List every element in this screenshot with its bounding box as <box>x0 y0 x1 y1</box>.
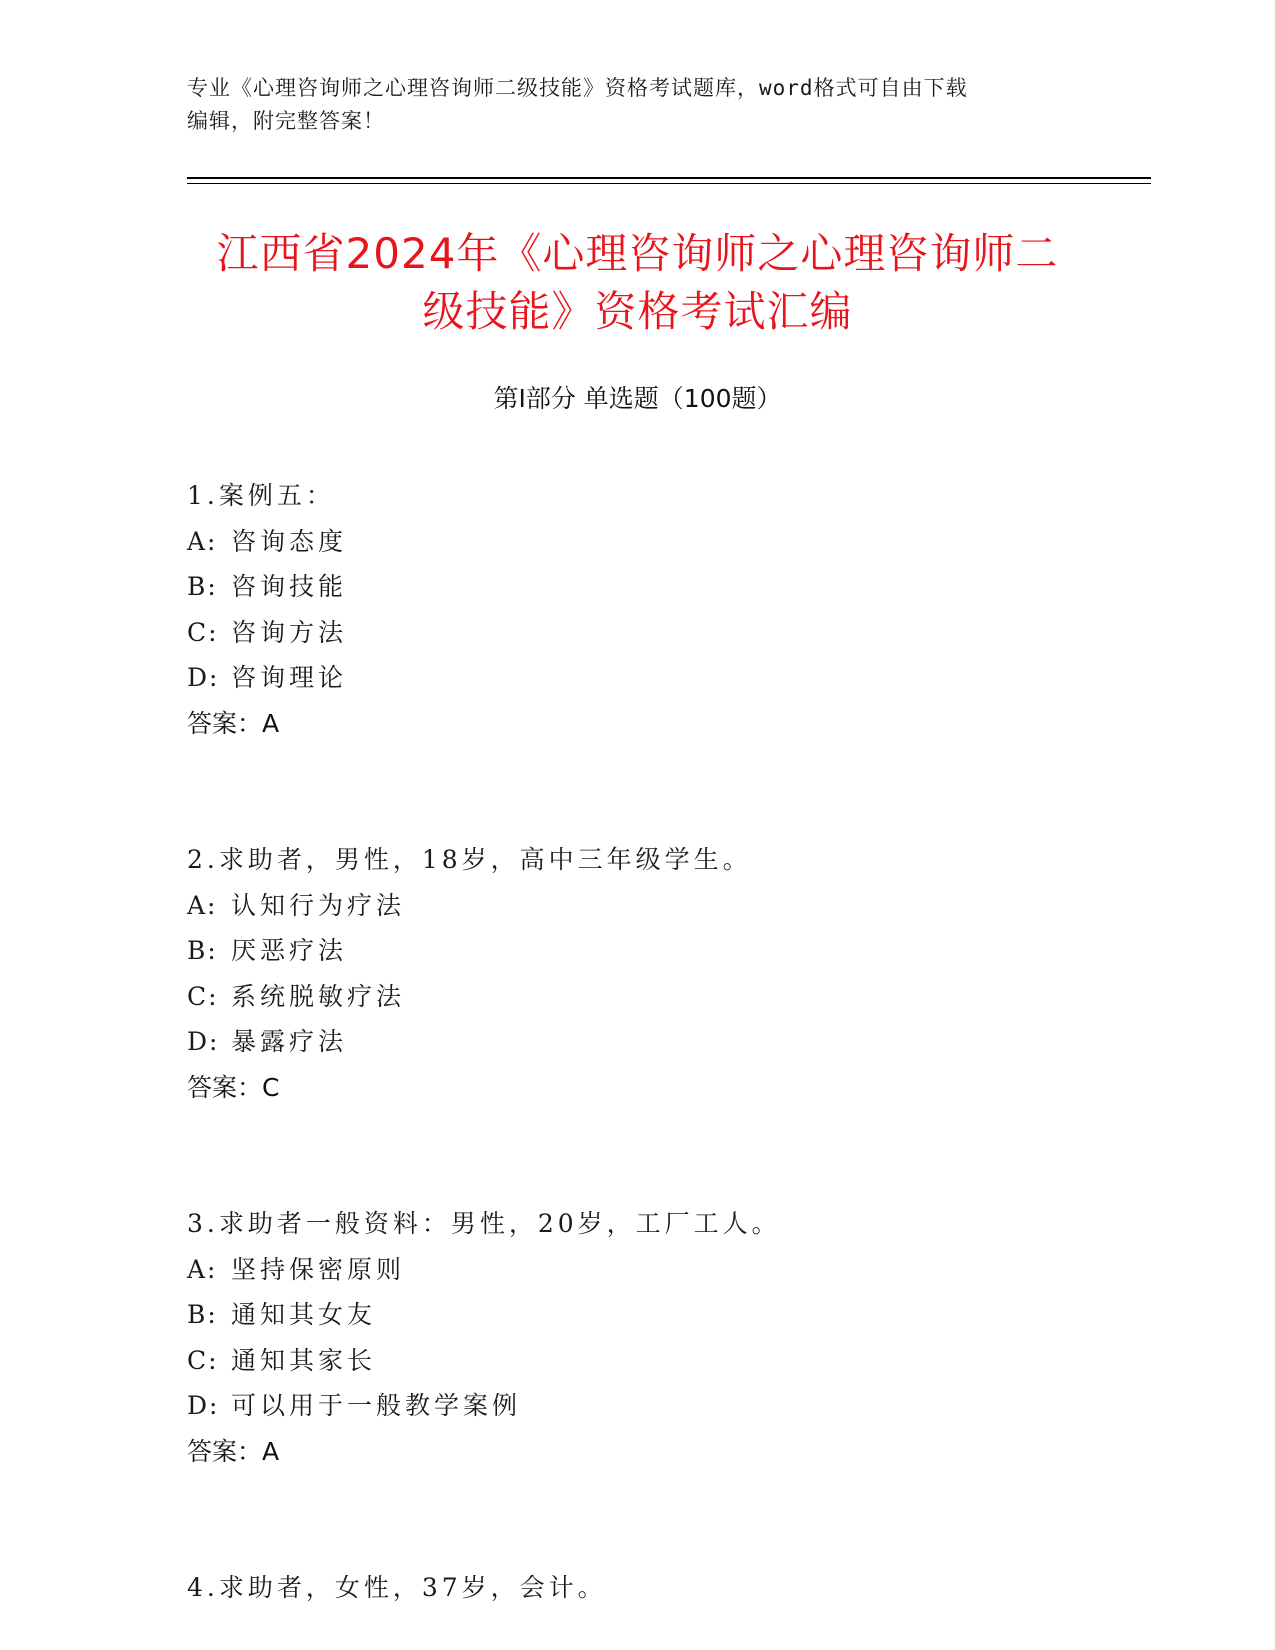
question-stem: 2.求助者，男性，18岁，高中三年级学生。 <box>187 845 752 874</box>
section-title: 第Ⅰ部分 单选题（100题） <box>493 384 782 413</box>
option-c <box>187 610 1147 656</box>
answer-label: 答案： <box>187 1436 263 1466</box>
question-list <box>187 473 1147 1611</box>
option-letter: D: <box>187 1391 220 1420</box>
option-letter: A: <box>187 526 218 556</box>
question-stem: 4.求助者，女性，37岁，会计。 <box>187 1573 607 1602</box>
question-stem: 1.案例五： <box>187 481 335 510</box>
option-d <box>187 655 1147 701</box>
option-text: 通知其女友 <box>231 1300 377 1329</box>
answer-line <box>187 1065 1147 1111</box>
option-c <box>187 974 1147 1020</box>
question-item <box>187 1201 1147 1474</box>
option-letter: A: <box>187 1254 218 1284</box>
option-b <box>187 1292 1147 1338</box>
option-text: 可以用于一般教学案例 <box>231 1391 522 1420</box>
question-item <box>187 473 1147 746</box>
answer-value: A <box>262 708 280 738</box>
option-letter: A: <box>187 890 218 920</box>
header-note <box>187 72 1067 138</box>
option-a <box>187 883 1147 929</box>
option-text: 咨询方法 <box>231 617 348 647</box>
document-title-line-2: 级技能》资格考试汇编 <box>422 287 853 336</box>
option-text: 系统脱敏疗法 <box>231 981 406 1011</box>
document-title <box>150 225 1125 341</box>
option-letter: B: <box>187 1300 218 1329</box>
option-text: 认知行为疗法 <box>231 890 406 920</box>
option-text: 坚持保密原则 <box>231 1254 406 1284</box>
header-note-line-2: 编辑，附完整答案！ <box>187 109 385 133</box>
option-letter: D: <box>187 663 220 692</box>
question-item <box>187 837 1147 1110</box>
question-spacer <box>187 1110 1147 1201</box>
option-letter: B: <box>187 936 218 965</box>
option-text: 咨询态度 <box>231 526 348 556</box>
option-b <box>187 564 1147 610</box>
answer-value: C <box>262 1072 280 1102</box>
option-d <box>187 1019 1147 1065</box>
option-letter: C: <box>187 617 219 647</box>
option-letter: D: <box>187 1027 220 1056</box>
option-d <box>187 1383 1147 1429</box>
question-item <box>187 1565 1147 1611</box>
option-a <box>187 519 1147 565</box>
answer-label: 答案： <box>187 708 263 738</box>
option-text: 通知其家长 <box>231 1345 377 1375</box>
answer-label: 答案： <box>187 1072 263 1102</box>
question-spacer <box>187 746 1147 837</box>
option-a <box>187 1247 1147 1293</box>
answer-line <box>187 1429 1147 1475</box>
option-text: 暴露疗法 <box>231 1027 348 1056</box>
document-title-line-1: 江西省2024年《心理咨询师之心理咨询师二 <box>216 229 1059 278</box>
header-note-line-1: 专业《心理咨询师之心理咨询师二级技能》资格考试题库，word格式可自由下载 <box>187 76 968 100</box>
header-divider-thin <box>187 183 1151 184</box>
option-text: 咨询理论 <box>231 663 348 692</box>
option-b <box>187 928 1147 974</box>
question-stem: 3.求助者一般资料：男性，20岁，工厂工人。 <box>187 1209 781 1238</box>
option-text: 厌恶疗法 <box>231 936 348 965</box>
option-c <box>187 1338 1147 1384</box>
option-letter: B: <box>187 572 218 601</box>
answer-value: A <box>262 1436 280 1466</box>
option-letter: C: <box>187 1345 219 1375</box>
option-text: 咨询技能 <box>231 572 348 601</box>
header-divider-thick <box>187 177 1151 179</box>
option-letter: C: <box>187 981 219 1011</box>
answer-line <box>187 701 1147 747</box>
question-spacer <box>187 1474 1147 1565</box>
